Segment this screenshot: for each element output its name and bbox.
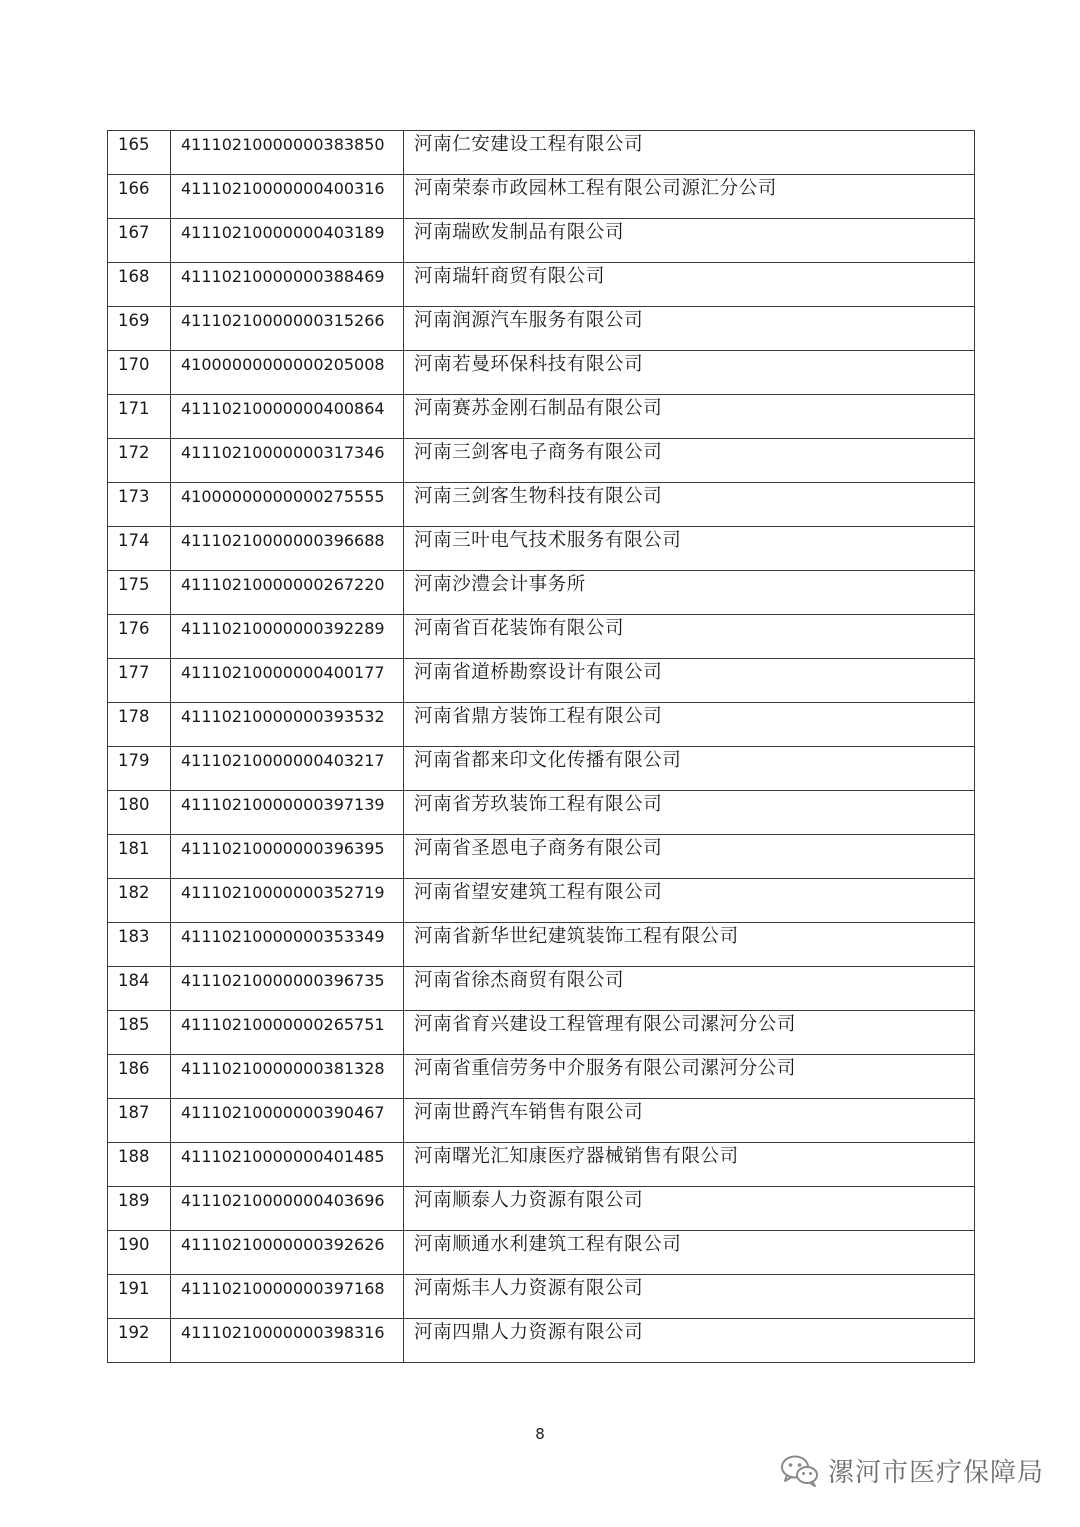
row-number-cell: 169 [108,307,171,351]
row-code-cell: 41110210000000397139 [171,791,404,835]
watermark [780,1452,1044,1489]
table-row [108,483,975,527]
page-number: 8 [535,1425,545,1443]
row-number-cell: 180 [108,791,171,835]
row-code-cell: 41110210000000317346 [171,439,404,483]
company-table [107,130,975,1363]
row-company-name-cell: 河南赛苏金刚石制品有限公司 [404,395,975,439]
row-company-name-cell: 河南瑞轩商贸有限公司 [404,263,975,307]
table-row [108,351,975,395]
table-row [108,1011,975,1055]
row-number-cell: 192 [108,1319,171,1363]
row-number-cell: 170 [108,351,171,395]
table-row [108,439,975,483]
row-company-name-cell: 河南烁丰人力资源有限公司 [404,1275,975,1319]
row-code-cell: 41000000000000275555 [171,483,404,527]
table-row [108,967,975,1011]
row-company-name-cell: 河南省徐杰商贸有限公司 [404,967,975,1011]
table-row [108,1319,975,1363]
row-code-cell: 41000000000000205008 [171,351,404,395]
row-company-name-cell: 河南仁安建设工程有限公司 [404,131,975,175]
row-number-cell: 185 [108,1011,171,1055]
row-company-name-cell: 河南省望安建筑工程有限公司 [404,879,975,923]
row-number-cell: 177 [108,659,171,703]
row-number-cell: 174 [108,527,171,571]
table-row [108,791,975,835]
row-company-name-cell: 河南三叶电气技术服务有限公司 [404,527,975,571]
row-company-name-cell: 河南沙澧会计事务所 [404,571,975,615]
row-company-name-cell: 河南瑞欧发制品有限公司 [404,219,975,263]
watermark-text: 漯河市医疗保障局 [827,1458,1044,1488]
table-row [108,835,975,879]
table-row [108,527,975,571]
row-number-cell: 179 [108,747,171,791]
table-row [108,1143,975,1187]
row-company-name-cell: 河南顺通水利建筑工程有限公司 [404,1231,975,1275]
row-number-cell: 187 [108,1099,171,1143]
row-number-cell: 173 [108,483,171,527]
table-row [108,923,975,967]
row-code-cell: 41110210000000400177 [171,659,404,703]
row-number-cell: 190 [108,1231,171,1275]
row-code-cell: 41110210000000267220 [171,571,404,615]
table-row [108,615,975,659]
row-company-name-cell: 河南曙光汇知康医疗器械销售有限公司 [404,1143,975,1187]
row-code-cell: 41110210000000400316 [171,175,404,219]
table-row [108,879,975,923]
row-company-name-cell: 河南若曼环保科技有限公司 [404,351,975,395]
row-company-name-cell: 河南三剑客生物科技有限公司 [404,483,975,527]
row-code-cell: 41110210000000352719 [171,879,404,923]
row-number-cell: 172 [108,439,171,483]
row-code-cell: 41110210000000390467 [171,1099,404,1143]
row-number-cell: 168 [108,263,171,307]
table-row [108,1231,975,1275]
row-company-name-cell: 河南省新华世纪建筑装饰工程有限公司 [404,923,975,967]
row-code-cell: 41110210000000397168 [171,1275,404,1319]
row-code-cell: 41110210000000388469 [171,263,404,307]
row-code-cell: 41110210000000393532 [171,703,404,747]
row-number-cell: 167 [108,219,171,263]
table-row [108,1055,975,1099]
row-number-cell: 183 [108,923,171,967]
row-company-name-cell: 河南省鼎方装饰工程有限公司 [404,703,975,747]
row-number-cell: 181 [108,835,171,879]
row-code-cell: 41110210000000396395 [171,835,404,879]
row-code-cell: 41110210000000401485 [171,1143,404,1187]
table-row [108,659,975,703]
table-row [108,175,975,219]
row-company-name-cell: 河南省芳玖装饰工程有限公司 [404,791,975,835]
row-number-cell: 188 [108,1143,171,1187]
row-code-cell: 41110210000000265751 [171,1011,404,1055]
row-number-cell: 178 [108,703,171,747]
row-number-cell: 184 [108,967,171,1011]
company-table-body [108,131,975,1363]
row-company-name-cell: 河南世爵汽车销售有限公司 [404,1099,975,1143]
table-row [108,395,975,439]
table-row [108,747,975,791]
row-number-cell: 175 [108,571,171,615]
row-number-cell: 186 [108,1055,171,1099]
row-number-cell: 171 [108,395,171,439]
table-row [108,219,975,263]
row-code-cell: 41110210000000381328 [171,1055,404,1099]
row-code-cell: 41110210000000400864 [171,395,404,439]
row-code-cell: 41110210000000403696 [171,1187,404,1231]
row-company-name-cell: 河南省育兴建设工程管理有限公司漯河分公司 [404,1011,975,1055]
row-number-cell: 191 [108,1275,171,1319]
row-number-cell: 165 [108,131,171,175]
row-code-cell: 41110210000000398316 [171,1319,404,1363]
row-code-cell: 41110210000000392626 [171,1231,404,1275]
row-company-name-cell: 河南四鼎人力资源有限公司 [404,1319,975,1363]
row-code-cell: 41110210000000396735 [171,967,404,1011]
row-number-cell: 176 [108,615,171,659]
row-code-cell: 41110210000000383850 [171,131,404,175]
row-company-name-cell: 河南省百花装饰有限公司 [404,615,975,659]
row-number-cell: 166 [108,175,171,219]
row-code-cell: 41110210000000403189 [171,219,404,263]
row-code-cell: 41110210000000315266 [171,307,404,351]
row-code-cell: 41110210000000396688 [171,527,404,571]
table-row [108,263,975,307]
row-company-name-cell: 河南省都来印文化传播有限公司 [404,747,975,791]
row-company-name-cell: 河南省圣恩电子商务有限公司 [404,835,975,879]
row-code-cell: 41110210000000403217 [171,747,404,791]
wechat-icon [780,1454,820,1488]
row-company-name-cell: 河南荣泰市政园林工程有限公司源汇分公司 [404,175,975,219]
row-number-cell: 189 [108,1187,171,1231]
row-company-name-cell: 河南润源汽车服务有限公司 [404,307,975,351]
row-company-name-cell: 河南省重信劳务中介服务有限公司漯河分公司 [404,1055,975,1099]
table-row [108,131,975,175]
table-row [108,1099,975,1143]
row-code-cell: 41110210000000392289 [171,615,404,659]
row-number-cell: 182 [108,879,171,923]
row-company-name-cell: 河南三剑客电子商务有限公司 [404,439,975,483]
table-row [108,703,975,747]
table-row [108,571,975,615]
row-company-name-cell: 河南顺泰人力资源有限公司 [404,1187,975,1231]
table-row [108,1187,975,1231]
row-code-cell: 41110210000000353349 [171,923,404,967]
row-company-name-cell: 河南省道桥勘察设计有限公司 [404,659,975,703]
table-row [108,307,975,351]
table-row [108,1275,975,1319]
